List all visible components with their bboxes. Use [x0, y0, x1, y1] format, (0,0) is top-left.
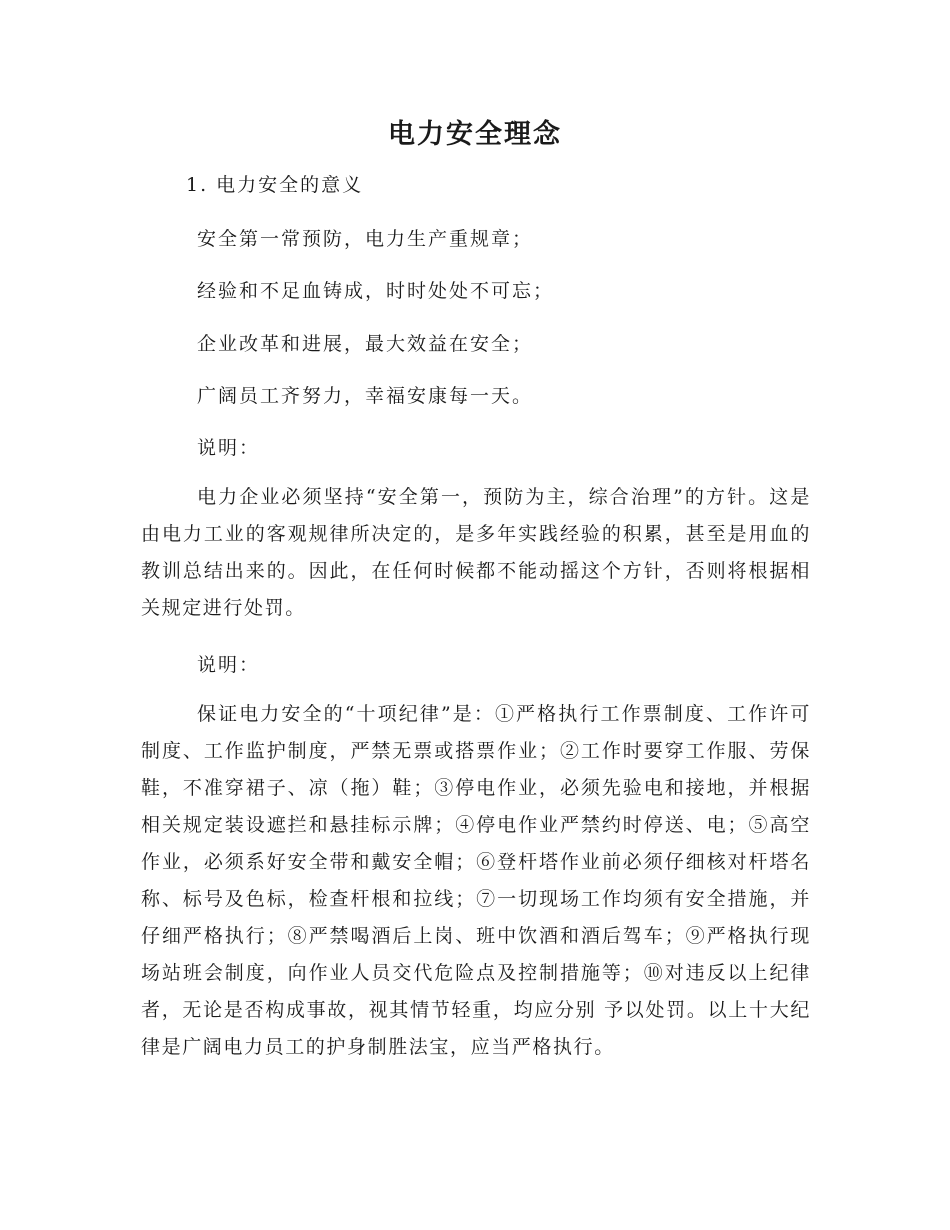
paragraph-ten-disciplines: 保证电力安全的“十项纪律”是：①严格执行工作票制度、工作许可制度、工作监护制度，严禁无票或搭票作业；②工作时要穿工作服、劳保鞋，不准穿裙子、凉（拖）鞋；③停电作业，必须先验电和接地，并根据相关规定装设遮拦和悬挂标示牌；④停电作业严禁约时停送、电；⑤高空作业，必须系好安全带和戴安全帽；⑥登杆塔作业前必须仔细核对杆塔名称、标号及色标，检查杆根和拉线；⑦一切现场工作均须有安全措施，并仔细严格执行；⑧严禁喝酒后上岗、班中饮酒和酒后驾车；⑨严格执行现场站班会制度，向作业人员交代危险点及控制措施等；⑩对违反以上纪律者，无论是否构成事故，视其情节轻重，均应分别 予以处罚。以上十大纪律是广阔电力员工的护身制胜法宝，应当严格执行。 — [141, 703, 811, 1058]
note-label: 说明： — [197, 654, 261, 676]
verse-line-1: 安全第一常预防，电力生产重规章； — [197, 228, 534, 250]
section-heading: 1. 电力安全的意义 — [186, 174, 364, 196]
note-label: 说明： — [197, 437, 261, 459]
verse-line-4: 广阔员工齐努力，幸福安康每一天。 — [197, 385, 534, 407]
paragraph-policy: 电力企业必须坚持“安全第一，预防为主，综合治理”的方针。这是由电力工业的客观规律所决定的，是多年实践经验的积累，甚至是用血的教训总结出来的。因此，在任何时候都不能动摇这个方针，否则将根据相关规定进行处罚。 — [141, 486, 811, 619]
verse-line-3: 企业改革和进展，最大效益在安全； — [197, 333, 534, 355]
page-title: 电力安全理念 — [388, 119, 562, 150]
verse-line-2: 经验和不足血铸成，时时处处不可忘； — [197, 280, 555, 302]
